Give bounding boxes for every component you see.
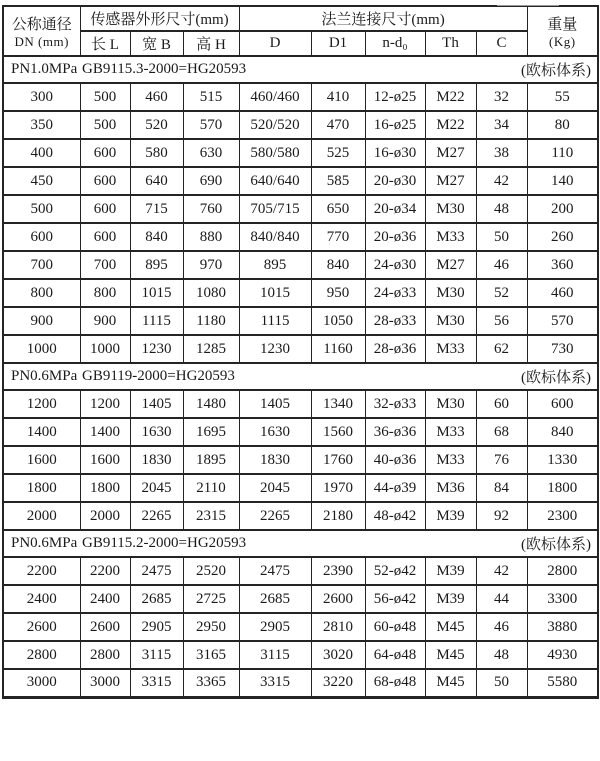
table-cell: 1340 bbox=[311, 390, 365, 418]
table-cell: 52-ø42 bbox=[365, 557, 425, 585]
table-cell: 1560 bbox=[311, 418, 365, 446]
table-cell: 880 bbox=[183, 223, 239, 251]
table-row bbox=[3, 669, 598, 697]
table-cell: 840 bbox=[130, 223, 183, 251]
table-cell: 42 bbox=[476, 167, 527, 195]
table-cell: 600 bbox=[80, 195, 130, 223]
table-cell: 1600 bbox=[3, 446, 80, 474]
table-row bbox=[3, 335, 598, 363]
table-cell: 2200 bbox=[80, 557, 130, 585]
table-cell: 2110 bbox=[183, 474, 239, 502]
table-cell: 46 bbox=[476, 613, 527, 641]
table-cell: 470 bbox=[311, 111, 365, 139]
table-cell: 900 bbox=[3, 307, 80, 335]
table-cell: 2265 bbox=[239, 502, 311, 530]
section-row bbox=[3, 363, 598, 390]
table-cell: 110 bbox=[527, 139, 598, 167]
table-cell: 44 bbox=[476, 585, 527, 613]
table-row bbox=[3, 474, 598, 502]
table-cell: 650 bbox=[311, 195, 365, 223]
table-cell: 410 bbox=[311, 83, 365, 111]
section-note-label: (欧标体系) bbox=[521, 63, 592, 79]
header-nominal-diameter-line2: DN (mm) bbox=[14, 33, 69, 49]
section-standard-label: GB9115.3-2000=HG20593 bbox=[82, 61, 247, 77]
table-cell: 3300 bbox=[527, 585, 598, 613]
section-note-label: (欧标体系) bbox=[521, 370, 592, 386]
table-cell: 3220 bbox=[311, 669, 365, 697]
table-cell: 48 bbox=[476, 195, 527, 223]
table-cell: 34 bbox=[476, 111, 527, 139]
table-cell: 2800 bbox=[3, 641, 80, 669]
section-row bbox=[3, 530, 598, 557]
table-cell: 2950 bbox=[183, 613, 239, 641]
header-weight bbox=[527, 6, 598, 56]
section-pressure-label: PN0.6MPa bbox=[11, 535, 78, 551]
section-note-label: (欧标体系) bbox=[521, 537, 592, 553]
table-cell: 5580 bbox=[527, 669, 598, 697]
header-weight-line1: 重量 bbox=[547, 16, 578, 33]
table-cell: 730 bbox=[527, 335, 598, 363]
table-cell: 570 bbox=[527, 307, 598, 335]
table-cell: 2475 bbox=[130, 557, 183, 585]
table-cell: 2265 bbox=[130, 502, 183, 530]
table-cell: 1400 bbox=[80, 418, 130, 446]
table-row bbox=[3, 223, 598, 251]
table-cell: 80 bbox=[527, 111, 598, 139]
table-cell: 525 bbox=[311, 139, 365, 167]
table-cell: M30 bbox=[425, 307, 476, 335]
table-cell: 760 bbox=[183, 195, 239, 223]
table-row bbox=[3, 446, 598, 474]
table-cell: 515 bbox=[183, 83, 239, 111]
table-cell: 28-ø33 bbox=[365, 307, 425, 335]
table-cell: 970 bbox=[183, 251, 239, 279]
table-cell: 460/460 bbox=[239, 83, 311, 111]
table-cell: M36 bbox=[425, 474, 476, 502]
table-cell: 585 bbox=[311, 167, 365, 195]
table-cell: 68 bbox=[476, 418, 527, 446]
section-standard-label: GB9119-2000=HG20593 bbox=[82, 368, 235, 384]
table-cell: 950 bbox=[311, 279, 365, 307]
table-cell: 20-ø36 bbox=[365, 223, 425, 251]
header-sensor-dimensions-group: 传感器外形尺寸(mm) bbox=[80, 6, 239, 31]
table-cell: 690 bbox=[183, 167, 239, 195]
table-cell: 1160 bbox=[311, 335, 365, 363]
table-cell: 1285 bbox=[183, 335, 239, 363]
table-cell: 770 bbox=[311, 223, 365, 251]
table-cell: 48 bbox=[476, 641, 527, 669]
table-row bbox=[3, 167, 598, 195]
table-cell: 2600 bbox=[311, 585, 365, 613]
table-row bbox=[3, 502, 598, 530]
table-cell: 32-ø33 bbox=[365, 390, 425, 418]
table-cell: 260 bbox=[527, 223, 598, 251]
table-cell: 500 bbox=[80, 83, 130, 111]
table-cell: 1630 bbox=[130, 418, 183, 446]
table-cell: 2315 bbox=[183, 502, 239, 530]
table-cell: 1200 bbox=[3, 390, 80, 418]
table-row bbox=[3, 251, 598, 279]
table-cell: 3000 bbox=[3, 669, 80, 697]
table-cell: 200 bbox=[527, 195, 598, 223]
table-cell: 46 bbox=[476, 251, 527, 279]
section-pressure-label: PN1.0MPa bbox=[11, 61, 78, 77]
table-cell: 16-ø30 bbox=[365, 139, 425, 167]
table-cell: 2180 bbox=[311, 502, 365, 530]
table-cell: 2000 bbox=[80, 502, 130, 530]
table-cell: 1760 bbox=[311, 446, 365, 474]
table-cell: 520 bbox=[130, 111, 183, 139]
table-cell: 600 bbox=[80, 139, 130, 167]
table-cell: 1015 bbox=[239, 279, 311, 307]
table-cell: 580 bbox=[130, 139, 183, 167]
table-cell: M22 bbox=[425, 83, 476, 111]
header-nominal-diameter bbox=[3, 6, 80, 56]
table-cell: 60 bbox=[476, 390, 527, 418]
table-cell: 1000 bbox=[3, 335, 80, 363]
table-cell: 50 bbox=[476, 669, 527, 697]
table-cell: 20-ø30 bbox=[365, 167, 425, 195]
table-cell: 3020 bbox=[311, 641, 365, 669]
section-cell bbox=[3, 363, 598, 390]
table-cell: 3880 bbox=[527, 613, 598, 641]
table-cell: 60-ø48 bbox=[365, 613, 425, 641]
table-cell: M30 bbox=[425, 279, 476, 307]
table-cell: 1115 bbox=[130, 307, 183, 335]
table-cell: 2400 bbox=[80, 585, 130, 613]
table-cell: 705/715 bbox=[239, 195, 311, 223]
table-cell: 1230 bbox=[130, 335, 183, 363]
table-cell: 48-ø42 bbox=[365, 502, 425, 530]
table-cell: 840 bbox=[311, 251, 365, 279]
table-cell: 580/580 bbox=[239, 139, 311, 167]
table-cell: 2600 bbox=[80, 613, 130, 641]
table-cell: M27 bbox=[425, 167, 476, 195]
table-cell: 630 bbox=[183, 139, 239, 167]
table-row bbox=[3, 613, 598, 641]
table-cell: 1015 bbox=[130, 279, 183, 307]
crop-artifact-line bbox=[497, 5, 559, 6]
table-cell: 3365 bbox=[183, 669, 239, 697]
subheader-width-B: 宽 B bbox=[130, 31, 183, 56]
table-cell: 2600 bbox=[3, 613, 80, 641]
table-cell: 840/840 bbox=[239, 223, 311, 251]
table-cell: 300 bbox=[3, 83, 80, 111]
table-cell: 450 bbox=[3, 167, 80, 195]
table-cell: 1830 bbox=[239, 446, 311, 474]
subheader-length-L: 长 L bbox=[80, 31, 130, 56]
table-cell: M45 bbox=[425, 641, 476, 669]
table-cell: 12-ø25 bbox=[365, 83, 425, 111]
table-cell: 360 bbox=[527, 251, 598, 279]
subheader-row bbox=[3, 31, 598, 56]
table-row bbox=[3, 390, 598, 418]
table-cell: 1970 bbox=[311, 474, 365, 502]
header-nominal-diameter-line1: 公称通径 bbox=[11, 16, 72, 33]
table-cell: 1050 bbox=[311, 307, 365, 335]
table-cell: M45 bbox=[425, 613, 476, 641]
table-cell: 55 bbox=[527, 83, 598, 111]
table-cell: 1200 bbox=[80, 390, 130, 418]
table-cell: 840 bbox=[527, 418, 598, 446]
table-cell: 640/640 bbox=[239, 167, 311, 195]
table-cell: 62 bbox=[476, 335, 527, 363]
table-cell: 2300 bbox=[527, 502, 598, 530]
table-row bbox=[3, 307, 598, 335]
table-cell: 570 bbox=[183, 111, 239, 139]
table-cell: 900 bbox=[80, 307, 130, 335]
table-cell: 1695 bbox=[183, 418, 239, 446]
table-cell: 1180 bbox=[183, 307, 239, 335]
table-cell: 3315 bbox=[130, 669, 183, 697]
table-cell: 2685 bbox=[130, 585, 183, 613]
section-pressure-label: PN0.6MPa bbox=[11, 368, 78, 384]
table-cell: 2800 bbox=[80, 641, 130, 669]
table-cell: 24-ø33 bbox=[365, 279, 425, 307]
flange-dimension-spec-table bbox=[2, 5, 599, 699]
table-cell: 1800 bbox=[3, 474, 80, 502]
table-cell: 800 bbox=[80, 279, 130, 307]
table-cell: 3000 bbox=[80, 669, 130, 697]
table-cell: 520/520 bbox=[239, 111, 311, 139]
table-cell: 16-ø25 bbox=[365, 111, 425, 139]
table-cell: M39 bbox=[425, 557, 476, 585]
table-cell: 1830 bbox=[130, 446, 183, 474]
table-cell: 2045 bbox=[130, 474, 183, 502]
table-cell: 800 bbox=[3, 279, 80, 307]
table-cell: 600 bbox=[527, 390, 598, 418]
table-row bbox=[3, 641, 598, 669]
table-cell: 895 bbox=[239, 251, 311, 279]
table-cell: 715 bbox=[130, 195, 183, 223]
table-cell: 64-ø48 bbox=[365, 641, 425, 669]
table-cell: 2000 bbox=[3, 502, 80, 530]
table-cell: 28-ø36 bbox=[365, 335, 425, 363]
table-cell: M33 bbox=[425, 223, 476, 251]
table-cell: 32 bbox=[476, 83, 527, 111]
table-cell: M33 bbox=[425, 446, 476, 474]
subheader-D1: D1 bbox=[311, 31, 365, 56]
table-cell: M39 bbox=[425, 585, 476, 613]
table-cell: 68-ø48 bbox=[365, 669, 425, 697]
table-cell: 2905 bbox=[130, 613, 183, 641]
table-cell: 2520 bbox=[183, 557, 239, 585]
table-cell: 2475 bbox=[239, 557, 311, 585]
section-standard-label: GB9115.2-2000=HG20593 bbox=[82, 535, 247, 551]
table-cell: 1115 bbox=[239, 307, 311, 335]
table-cell: 600 bbox=[3, 223, 80, 251]
table-cell: M22 bbox=[425, 111, 476, 139]
table-cell: 4930 bbox=[527, 641, 598, 669]
table-cell: 2200 bbox=[3, 557, 80, 585]
subheader-D: D bbox=[239, 31, 311, 56]
table-cell: 20-ø34 bbox=[365, 195, 425, 223]
table-cell: 2400 bbox=[3, 585, 80, 613]
table-cell: 700 bbox=[80, 251, 130, 279]
table-cell: 2905 bbox=[239, 613, 311, 641]
table-cell: 40-ø36 bbox=[365, 446, 425, 474]
table-cell: 460 bbox=[527, 279, 598, 307]
table-cell: 1080 bbox=[183, 279, 239, 307]
table-cell: 56-ø42 bbox=[365, 585, 425, 613]
table-cell: 1330 bbox=[527, 446, 598, 474]
subheader-C: C bbox=[476, 31, 527, 56]
subheader-n-d0: n-d₀ bbox=[365, 31, 425, 56]
table-row bbox=[3, 585, 598, 613]
header-flange-connection-group: 法兰连接尺寸(mm) bbox=[239, 6, 527, 31]
table-cell: 600 bbox=[80, 223, 130, 251]
table-cell: 1000 bbox=[80, 335, 130, 363]
table-cell: M33 bbox=[425, 335, 476, 363]
table-cell: 1800 bbox=[80, 474, 130, 502]
table-cell: M27 bbox=[425, 139, 476, 167]
table-cell: 1400 bbox=[3, 418, 80, 446]
table-cell: M39 bbox=[425, 502, 476, 530]
table-cell: 84 bbox=[476, 474, 527, 502]
table-header bbox=[3, 6, 598, 56]
table-row bbox=[3, 195, 598, 223]
table-cell: 1630 bbox=[239, 418, 311, 446]
table-cell: 640 bbox=[130, 167, 183, 195]
table-cell: 3165 bbox=[183, 641, 239, 669]
section-cell bbox=[3, 56, 598, 83]
table-cell: 2810 bbox=[311, 613, 365, 641]
table-cell: 1480 bbox=[183, 390, 239, 418]
table-cell: 56 bbox=[476, 307, 527, 335]
table-body bbox=[3, 56, 598, 697]
table-cell: 3115 bbox=[130, 641, 183, 669]
table-cell: 460 bbox=[130, 83, 183, 111]
table-cell: 42 bbox=[476, 557, 527, 585]
table-cell: M27 bbox=[425, 251, 476, 279]
table-cell: 50 bbox=[476, 223, 527, 251]
table-row bbox=[3, 418, 598, 446]
table-cell: 1405 bbox=[239, 390, 311, 418]
table-cell: 52 bbox=[476, 279, 527, 307]
table-cell: 350 bbox=[3, 111, 80, 139]
table-cell: 3315 bbox=[239, 669, 311, 697]
table-cell: 140 bbox=[527, 167, 598, 195]
table-cell: M33 bbox=[425, 418, 476, 446]
table-cell: M45 bbox=[425, 669, 476, 697]
table-row bbox=[3, 139, 598, 167]
table-cell: 2045 bbox=[239, 474, 311, 502]
section-cell bbox=[3, 530, 598, 557]
table-cell: 2390 bbox=[311, 557, 365, 585]
subheader-Th: Th bbox=[425, 31, 476, 56]
subheader-height-H: 高 H bbox=[183, 31, 239, 56]
table-cell: 44-ø39 bbox=[365, 474, 425, 502]
table-cell: 1600 bbox=[80, 446, 130, 474]
table-cell: 1895 bbox=[183, 446, 239, 474]
table-cell: 24-ø30 bbox=[365, 251, 425, 279]
table-cell: 2685 bbox=[239, 585, 311, 613]
header-weight-line2: (Kg) bbox=[549, 33, 576, 49]
table-cell: M30 bbox=[425, 195, 476, 223]
table-cell: 76 bbox=[476, 446, 527, 474]
table-cell: 1405 bbox=[130, 390, 183, 418]
table-row bbox=[3, 279, 598, 307]
table-cell: 500 bbox=[80, 111, 130, 139]
table-row bbox=[3, 111, 598, 139]
table-cell: 500 bbox=[3, 195, 80, 223]
table-cell: 36-ø36 bbox=[365, 418, 425, 446]
table-cell: 3115 bbox=[239, 641, 311, 669]
table-row bbox=[3, 83, 598, 111]
table-cell: M30 bbox=[425, 390, 476, 418]
table-cell: 2800 bbox=[527, 557, 598, 585]
table-cell: 700 bbox=[3, 251, 80, 279]
section-row bbox=[3, 56, 598, 83]
table-row bbox=[3, 557, 598, 585]
table-cell: 92 bbox=[476, 502, 527, 530]
table-cell: 2725 bbox=[183, 585, 239, 613]
table-cell: 38 bbox=[476, 139, 527, 167]
table-cell: 1800 bbox=[527, 474, 598, 502]
table-cell: 1230 bbox=[239, 335, 311, 363]
table-cell: 895 bbox=[130, 251, 183, 279]
table-cell: 600 bbox=[80, 167, 130, 195]
table-cell: 400 bbox=[3, 139, 80, 167]
